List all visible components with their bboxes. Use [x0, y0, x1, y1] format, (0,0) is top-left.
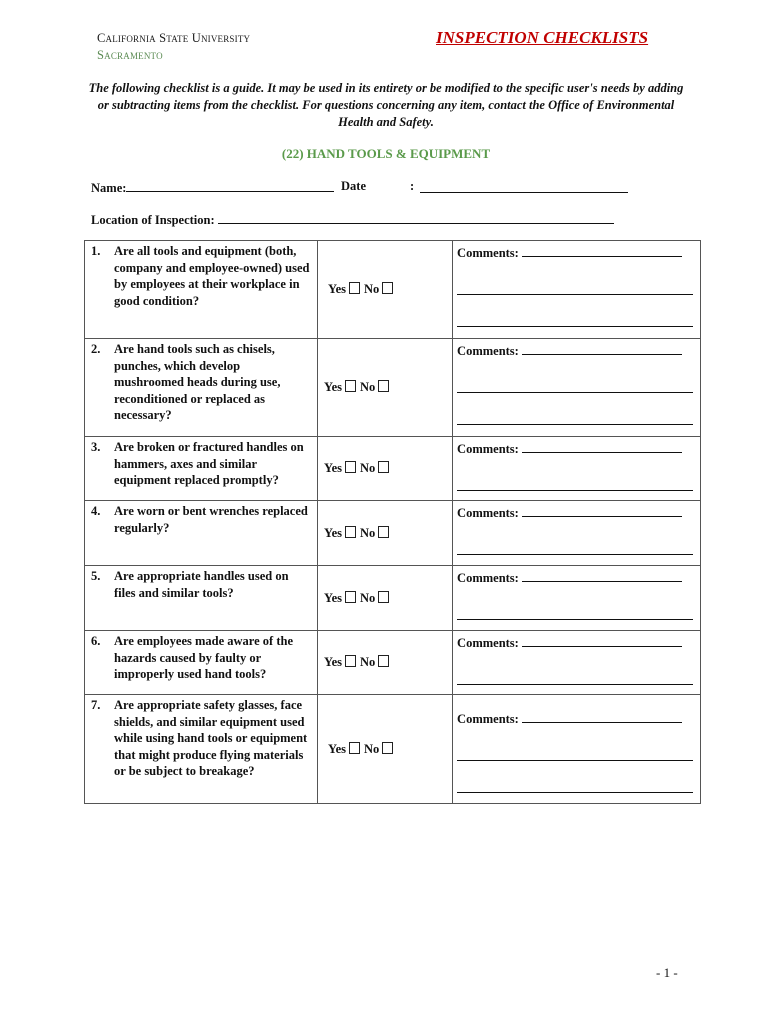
comments-cell [453, 241, 701, 339]
question-cell [85, 695, 318, 804]
question-number: 3. [91, 440, 101, 454]
no-checkbox[interactable] [378, 655, 389, 667]
comments-label: Comments: [457, 344, 519, 358]
comments-cell [453, 695, 701, 804]
name-field-row [91, 179, 334, 196]
no-label: No [360, 461, 376, 476]
no-label: No [360, 655, 376, 670]
location-field-row [91, 211, 614, 228]
date-input-line[interactable] [420, 180, 628, 193]
checklist-table [84, 240, 701, 804]
answer-cell [317, 566, 452, 631]
question-text: Are broken or fractured handles on hammers, axes and similar equipment replaced promptly? [114, 440, 304, 488]
question-cell [85, 437, 318, 501]
comments-input-line[interactable] [522, 569, 682, 582]
question-number: 6. [91, 634, 101, 648]
comments-input-line[interactable] [457, 412, 693, 425]
yes-checkbox[interactable] [345, 461, 356, 473]
comments-input-line[interactable] [457, 780, 693, 793]
question-cell [85, 241, 318, 339]
no-label: No [364, 741, 380, 756]
yes-label: Yes [327, 282, 346, 297]
answer-cell [317, 501, 452, 566]
no-checkbox[interactable] [382, 742, 393, 754]
comments-input-line[interactable] [522, 244, 682, 257]
question-number: 1. [91, 244, 101, 258]
university-name [97, 30, 250, 64]
location-label: Location of Inspection: [91, 213, 215, 227]
question-cell [85, 501, 318, 566]
yes-label: Yes [323, 655, 342, 670]
yes-label: Yes [323, 461, 342, 476]
no-checkbox[interactable] [378, 526, 389, 538]
question-text: Are hand tools such as chisels, punches, which develop mushroomed heads during use, reconditioned or replaced as necessary? [114, 342, 281, 423]
question-number: 5. [91, 569, 101, 583]
answer-cell [317, 437, 452, 501]
checklist-row [85, 695, 701, 804]
no-checkbox[interactable] [382, 282, 393, 294]
question-text: Are worn or bent wrenches replaced regularly? [114, 504, 308, 535]
question-number: 7. [91, 698, 101, 712]
comments-cell [453, 339, 701, 437]
no-label: No [360, 380, 376, 395]
yes-label: Yes [323, 380, 342, 395]
answer-cell [317, 631, 452, 695]
comments-area [453, 695, 700, 793]
comments-input-line[interactable] [457, 748, 693, 761]
comments-input-line[interactable] [522, 440, 682, 453]
checklist-row [85, 501, 701, 566]
question-cell [85, 631, 318, 695]
question-cell [85, 339, 318, 437]
checklist-row [85, 437, 701, 501]
comments-area [453, 566, 700, 620]
comments-cell [453, 437, 701, 501]
yes-checkbox[interactable] [345, 526, 356, 538]
no-checkbox[interactable] [378, 461, 389, 473]
comments-label: Comments: [457, 571, 519, 585]
comments-cell [453, 631, 701, 695]
date-label: Date [341, 179, 366, 193]
comments-label: Comments: [457, 506, 519, 520]
checklist-row [85, 566, 701, 631]
no-checkbox[interactable] [378, 591, 389, 603]
comments-label: Comments: [457, 442, 519, 456]
comments-input-line[interactable] [522, 634, 682, 647]
yes-label: Yes [323, 590, 342, 605]
comments-label: Comments: [457, 636, 519, 650]
yes-label: Yes [323, 525, 342, 540]
location-input-line[interactable] [218, 211, 614, 224]
yes-checkbox[interactable] [345, 380, 356, 392]
answer-cell [317, 241, 452, 339]
question-number: 2. [91, 342, 101, 356]
yes-checkbox[interactable] [349, 742, 360, 754]
document-title: INSPECTION CHECKLISTS [436, 28, 649, 47]
question-cell [85, 566, 318, 631]
comments-cell [453, 501, 701, 566]
answer-cell [317, 339, 452, 437]
comments-area [453, 339, 700, 425]
university-line-2-text: Sacramento [97, 48, 163, 62]
answer-cell [317, 695, 452, 804]
yes-checkbox[interactable] [349, 282, 360, 294]
checklist-row [85, 241, 701, 339]
section-title: (22) HAND TOOLS & EQUIPMENT [281, 146, 491, 161]
comments-area [453, 631, 700, 685]
comments-input-line[interactable] [522, 342, 682, 355]
question-text: Are all tools and equipment (both, company and employee-owned) used by employees at their workplace in good condition? [114, 244, 310, 308]
comments-input-line[interactable] [457, 380, 693, 393]
comments-input-line[interactable] [457, 542, 693, 555]
yes-label: Yes [327, 741, 346, 756]
no-label: No [364, 282, 380, 297]
no-label: No [360, 525, 376, 540]
university-line-1 [97, 30, 250, 47]
checklist-row [85, 631, 701, 695]
comments-area [453, 437, 700, 491]
name-label: Name: [91, 181, 127, 195]
comments-area [453, 501, 700, 555]
date-colon: : [410, 179, 415, 193]
comments-area [453, 241, 700, 327]
question-text: Are employees made aware of the hazards caused by faulty or improperly used hand tools? [114, 634, 294, 682]
university-line-1-text: California State University [97, 31, 251, 45]
question-text: Are appropriate handles used on files and similar tools? [114, 569, 289, 600]
question-number: 4. [91, 504, 101, 518]
yes-checkbox[interactable] [345, 591, 356, 603]
comments-input-line[interactable] [522, 710, 682, 723]
university-line-2 [97, 47, 250, 64]
no-checkbox[interactable] [378, 380, 389, 392]
comments-input-line[interactable] [522, 504, 682, 517]
no-label: No [360, 590, 376, 605]
yes-checkbox[interactable] [345, 655, 356, 667]
checklist-row [85, 339, 701, 437]
comments-input-line[interactable] [457, 478, 693, 491]
page-number: - 1 - [656, 965, 678, 980]
comments-label: Comments: [457, 712, 519, 726]
comments-cell [453, 566, 701, 631]
comments-input-line[interactable] [457, 282, 693, 295]
comments-input-line[interactable] [457, 607, 693, 620]
name-input-line[interactable] [126, 179, 334, 192]
intro-paragraph: The following checklist is a guide. It may be used in its entirety or be modified to the specific user's needs by adding or subtracting items from the checklist. For questions concerning any item, contact the Office of Environmental Health and Safety. [88, 81, 684, 129]
comments-input-line[interactable] [457, 672, 693, 685]
comments-label: Comments: [457, 246, 519, 260]
comments-input-line[interactable] [457, 314, 693, 327]
question-text: Are appropriate safety glasses, face shields, and similar equipment used while using hand tools or equipment that might produce flying materials or be subject to breakage? [114, 698, 308, 779]
